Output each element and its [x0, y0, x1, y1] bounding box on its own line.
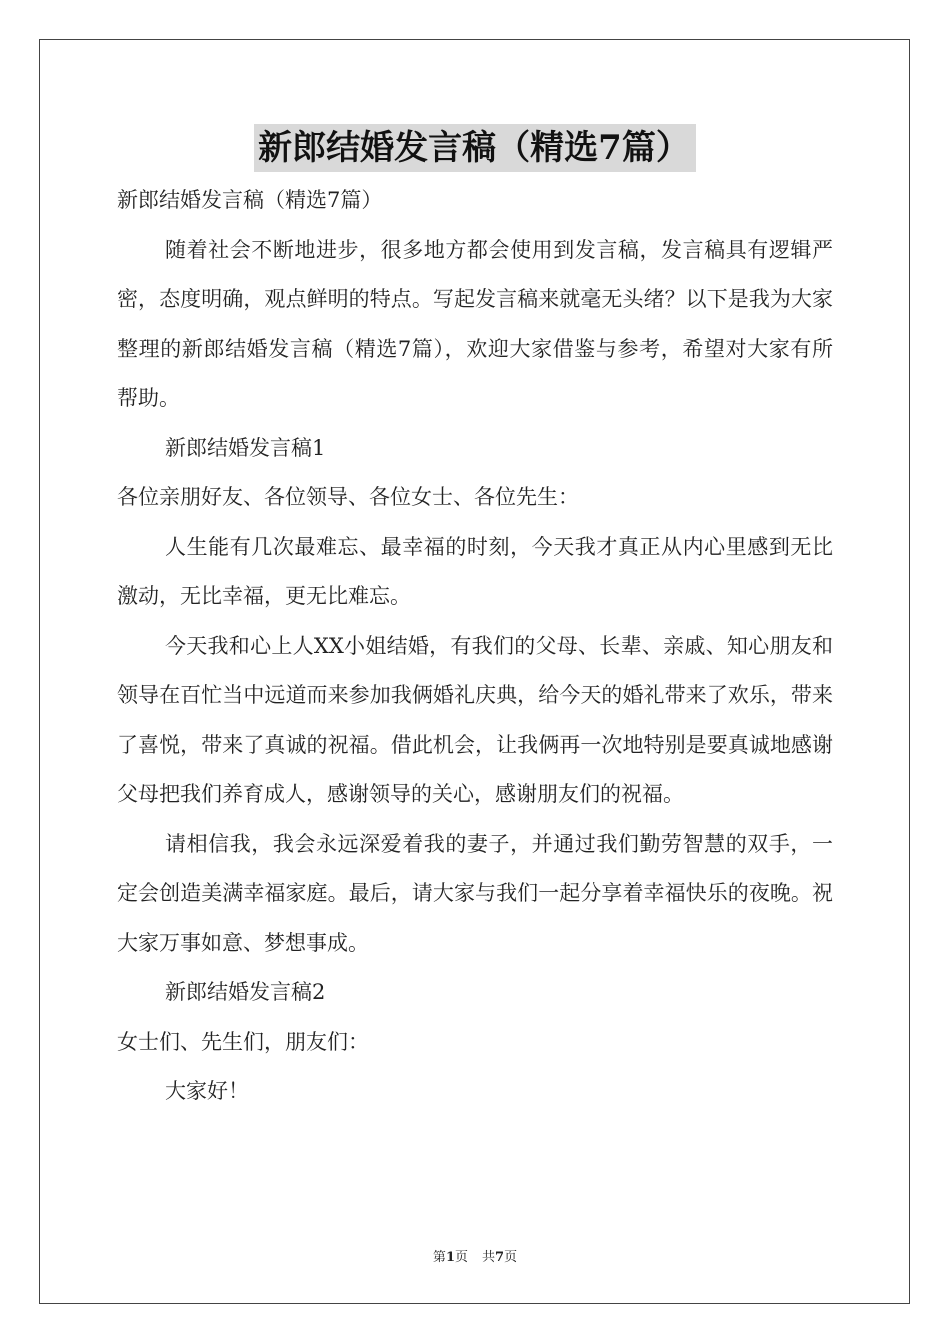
paragraph: 随着社会不断地进步，很多地方都会使用到发言稿，发言稿具有逻辑严密，态度明确，观点鲜明的特点。写起发言稿来就毫无头绪？以下是我为大家整理的新郎结婚发言稿（精选7篇），欢迎大家借鉴与参考，希望对大家有所帮助。: [117, 237, 833, 410]
page-suffix: 页: [454, 1250, 468, 1265]
total-page-number: 7: [495, 1250, 505, 1265]
paragraph: 人生能有几次最难忘、最幸福的时刻，今天我才真正从内心里感到无比激动，无比幸福，更无比难忘。: [117, 534, 833, 608]
section-heading: 新郎结婚发言稿2: [165, 980, 326, 1004]
title-container: [0, 124, 950, 172]
page-footer: [0, 1246, 950, 1265]
paragraph: 各位亲朋好友、各位领导、各位女士、各位先生：: [117, 485, 579, 509]
document-body: [117, 176, 833, 1117]
current-page-number: 1: [445, 1250, 455, 1265]
total-suffix: 页: [504, 1250, 518, 1265]
paragraph: 大家好！: [165, 1079, 249, 1103]
document-title: 新郎结婚发言稿（精选7篇）: [254, 124, 696, 172]
paragraph: 请相信我，我会永远深爱着我的妻子，并通过我们勤劳智慧的双手，一定会创造美满幸福家庭。最后，请大家与我们一起分享着幸福快乐的夜晚。祝大家万事如意、梦想事成。: [117, 831, 833, 955]
section-heading: 新郎结婚发言稿1: [165, 435, 326, 460]
page-prefix: 第: [432, 1250, 446, 1265]
paragraph: 新郎结婚发言稿（精选7篇）: [117, 188, 383, 212]
total-prefix: 共: [482, 1250, 496, 1265]
paragraph: 今天我和心上人XX小姐结婚，有我们的父母、长辈、亲戚、知心朋友和领导在百忙当中远道而来参加我俩婚礼庆典，给今天的婚礼带来了欢乐，带来了喜悦，带来了真诚的祝福。借此机会，让我俩再一次地特别是要真诚地感谢父母把我们养育成人，感谢领导的关心，感谢朋友们的祝福。: [117, 633, 833, 806]
paragraph: 女士们、先生们，朋友们：: [117, 1029, 369, 1054]
